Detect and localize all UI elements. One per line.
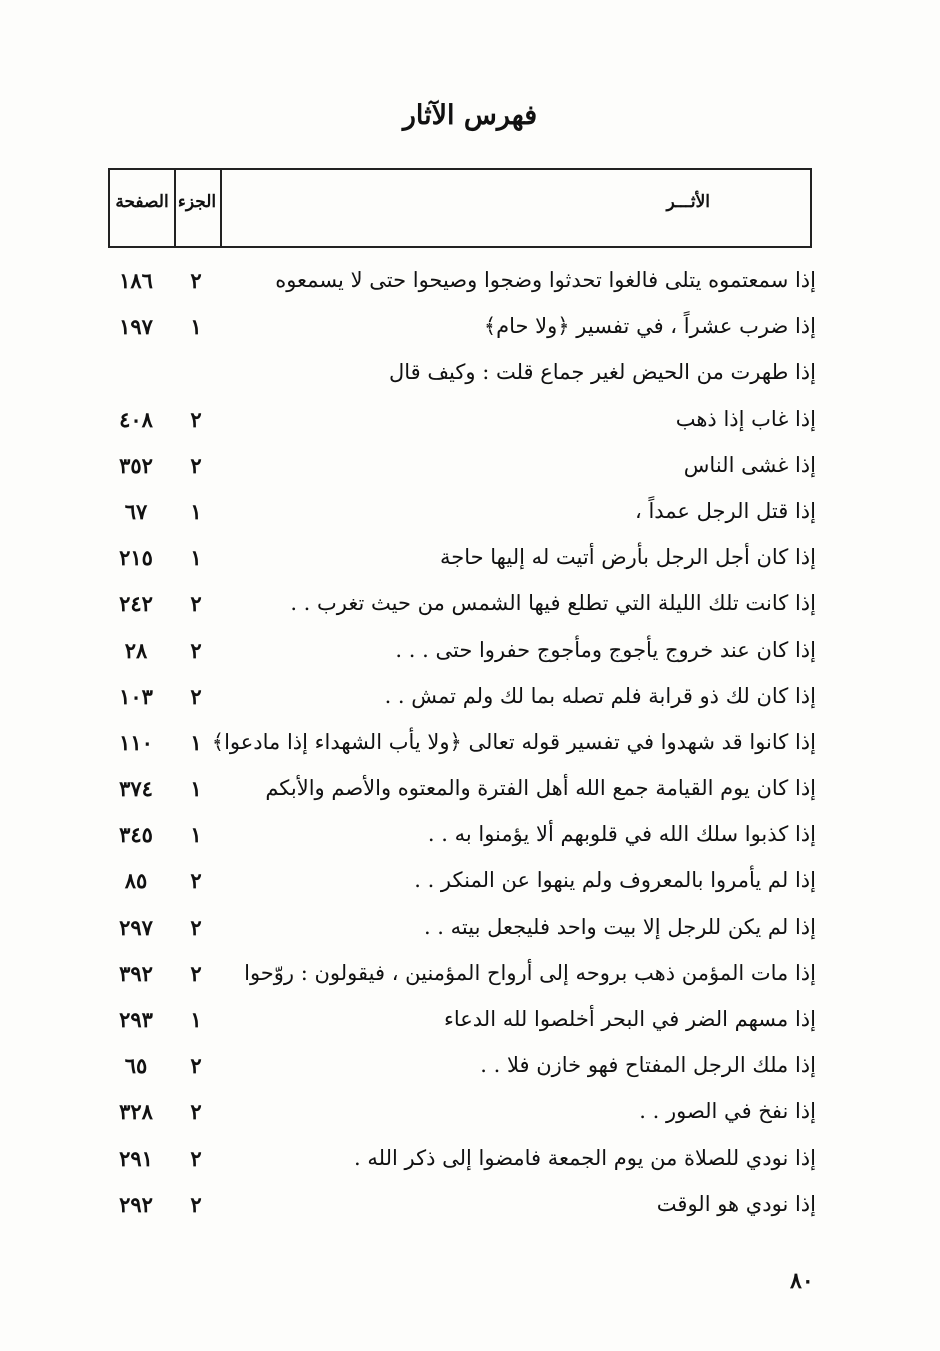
page-ref: ١١٠ bbox=[119, 729, 153, 755]
header-page-label: الصفحة bbox=[115, 192, 169, 212]
athar-text: إذا لم يأمروا بالمعروف ولم ينهوا عن المنكر . . bbox=[414, 868, 816, 893]
athar-text: إذا قتل الرجل عمداً ، bbox=[634, 498, 816, 523]
page-ref: ١٨٦ bbox=[119, 268, 153, 293]
page-ref: ٨٥ bbox=[124, 868, 148, 894]
part-number: ٢ bbox=[190, 1191, 202, 1217]
athar-text: إذا كانت تلك الليلة التي تطلع فيها الشمس من حيث تغرب . . bbox=[290, 591, 816, 616]
athar-text: إذا كان أجل الرجل بأرض أتيت له إليها حاجة bbox=[439, 545, 816, 570]
table-row bbox=[0, 262, 940, 308]
athar-text: إذا ملك الرجل المفتاح فهو خازن فلا . . bbox=[480, 1053, 816, 1078]
table-row bbox=[0, 632, 940, 678]
table-row bbox=[0, 493, 940, 539]
table-row bbox=[0, 1186, 940, 1232]
part-number: ١ bbox=[190, 776, 202, 802]
athar-text: إذا سمعتموه يتلى فالغوا تحدثوا وضجوا وصيحوا حتى لا يسمعوه bbox=[275, 268, 816, 292]
page-ref: ٢١٥ bbox=[119, 545, 153, 571]
athar-text: إذا مات المؤمن ذهب بروحه إلى أرواح المؤمنين ، فيقولون : روّحوا bbox=[244, 960, 816, 985]
page-ref: ١٠٣ bbox=[119, 683, 153, 709]
table-row bbox=[0, 539, 940, 585]
athar-text: إذا كان عند خروج يأجوج ومأجوج حفروا حتى . . . bbox=[395, 637, 816, 662]
table-row bbox=[0, 1093, 940, 1139]
page-ref: ٣٥٢ bbox=[119, 452, 153, 478]
part-number: ٢ bbox=[190, 591, 202, 617]
page-ref: ٦٧ bbox=[124, 498, 148, 524]
part-number: ١ bbox=[190, 314, 202, 340]
part-number: ١ bbox=[190, 822, 202, 848]
part-number: ١ bbox=[190, 1007, 202, 1032]
page-ref: ٢٤٢ bbox=[119, 591, 153, 617]
table-row bbox=[0, 816, 940, 862]
part-number: ٢ bbox=[190, 406, 202, 432]
part-number: ٢ bbox=[190, 683, 202, 709]
table-row bbox=[0, 724, 940, 770]
athar-text: إذا كان لك ذو قرابة فلم تصله بما لك ولم تمش . . bbox=[384, 683, 816, 708]
athar-text: إذا كانوا قد شهدوا في تفسير قوله تعالى ﴿ولا يأب الشهداء إذا مادعوا﴾ bbox=[211, 729, 816, 754]
athar-text: إذا نودي هو الوقت bbox=[656, 1191, 816, 1216]
athar-text: إذا نودي للصلاة من يوم الجمعة فامضوا إلى ذكر الله . bbox=[354, 1145, 816, 1170]
page-ref: ٦٥ bbox=[124, 1053, 148, 1079]
table-row bbox=[0, 1001, 940, 1047]
page-ref: ٤٠٨ bbox=[119, 406, 153, 432]
athar-text: إذا ضرب عشراً ، في تفسير ﴿ولا حام﴾ bbox=[483, 314, 816, 339]
page-ref: ٢٩٢ bbox=[119, 1191, 153, 1217]
athar-text: إذا غشى الناس bbox=[683, 452, 816, 477]
table-row bbox=[0, 401, 940, 447]
athar-text: إذا لم يكن للرجل إلا بيت واحد فليجعل بيته . . bbox=[423, 914, 816, 939]
athar-text: إذا نفخ في الصور . . bbox=[639, 1099, 816, 1124]
page-ref: ٣٩٢ bbox=[119, 960, 153, 986]
page-ref: ٣٤٥ bbox=[119, 822, 153, 848]
part-number: ٢ bbox=[190, 268, 202, 293]
page-ref: ٣٢٨ bbox=[119, 1099, 153, 1125]
athar-text: إذا غاب إذا ذهب bbox=[675, 406, 816, 431]
header-part-label: الجزء bbox=[177, 192, 217, 212]
part-number: ١ bbox=[190, 545, 202, 571]
table-row bbox=[0, 955, 940, 1001]
table-row bbox=[0, 909, 940, 955]
table-row bbox=[0, 354, 940, 400]
part-number: ٢ bbox=[190, 1145, 202, 1171]
table-row bbox=[0, 1140, 940, 1186]
header-athar-label: الأثـــر bbox=[666, 192, 710, 212]
page-ref: ٢٨ bbox=[124, 637, 148, 663]
athar-text: إذا مسهم الضر في البحر أخلصوا لله الدعاء bbox=[443, 1007, 816, 1031]
table-row bbox=[0, 585, 940, 631]
part-number: ٢ bbox=[190, 1053, 202, 1079]
page-title: فهرس الآثار bbox=[402, 100, 538, 131]
part-number: ٢ bbox=[190, 868, 202, 894]
part-number: ٢ bbox=[190, 914, 202, 940]
header-divider bbox=[220, 170, 222, 246]
athar-text: إذا طهرت من الحيض لغير جماع قلت : وكيف قال bbox=[388, 360, 816, 385]
page-number: ٨٠ bbox=[790, 1268, 814, 1294]
page-ref: ١٩٧ bbox=[119, 314, 153, 340]
table-header bbox=[108, 168, 812, 248]
athar-text: إذا كذبوا سلك الله في قلوبهم ألا يؤمنوا به . . bbox=[427, 822, 816, 847]
part-number: ٢ bbox=[190, 960, 202, 986]
athar-text: إذا كان يوم القيامة جمع الله أهل الفترة والمعتوه والأصم والأبكم bbox=[265, 776, 816, 801]
table-row bbox=[0, 678, 940, 724]
page-ref: ٢٩١ bbox=[119, 1145, 153, 1171]
table-row bbox=[0, 1047, 940, 1093]
part-number: ١ bbox=[190, 498, 202, 524]
part-number: ٢ bbox=[190, 1099, 202, 1125]
table-row bbox=[0, 862, 940, 908]
page-ref: ٢٩٣ bbox=[119, 1007, 153, 1032]
table-row bbox=[0, 770, 940, 816]
table-row bbox=[0, 447, 940, 493]
part-number: ١ bbox=[190, 729, 202, 755]
part-number: ٢ bbox=[190, 452, 202, 478]
page-ref: ٣٧٤ bbox=[119, 776, 153, 802]
index-list bbox=[0, 262, 940, 1232]
page-ref: ٢٩٧ bbox=[119, 914, 153, 940]
table-row bbox=[0, 308, 940, 354]
part-number: ٢ bbox=[190, 637, 202, 663]
